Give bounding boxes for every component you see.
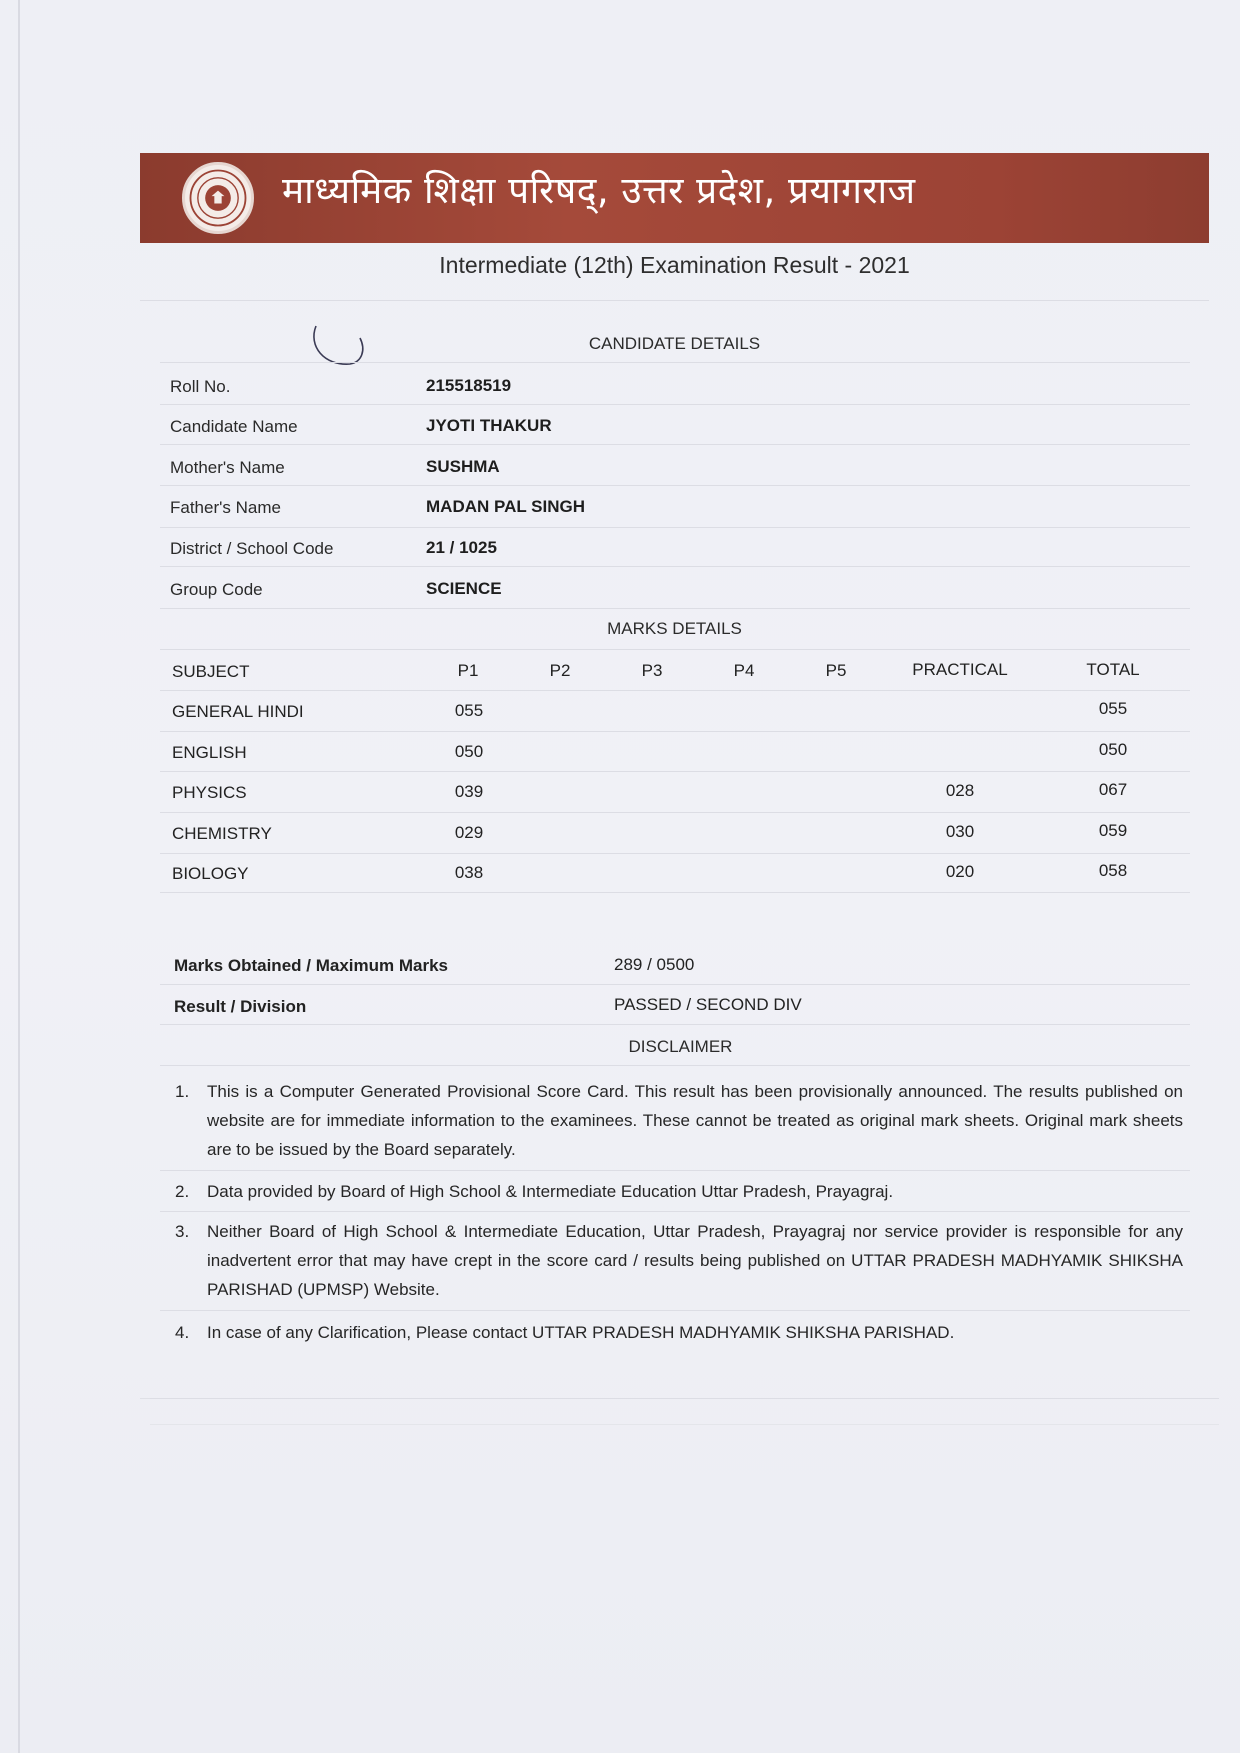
subject-cell: CHEMISTRY <box>172 824 272 843</box>
row-divider <box>160 984 1190 985</box>
p1-cell: 039 <box>454 782 484 801</box>
marks-obtained-value: 289 / 0500 <box>614 955 695 974</box>
result-division-label: Result / Division <box>174 997 307 1016</box>
row-divider <box>160 771 1190 772</box>
total-cell: 059 <box>1098 821 1128 840</box>
row-divider <box>160 1310 1190 1311</box>
total-cell: 055 <box>1098 699 1128 718</box>
practical-cell: 020 <box>945 862 975 881</box>
subject-cell: ENGLISH <box>172 743 247 762</box>
item-text: Neither Board of High School & Intermediate Education, Uttar Pradesh, Prayagraj nor service provider is responsible for any inadvertent error that may have crept in the score card / results being published on UTTAR PRADESH MADHYAMIK SHIKSHA PARISHAD (UPMSP) Website. <box>207 1222 1183 1299</box>
item-text: Data provided by Board of High School & Intermediate Education Uttar Pradesh, Prayagraj. <box>207 1182 894 1201</box>
seal-emblem-icon <box>185 165 251 231</box>
roll-no-value: 215518519 <box>426 376 512 395</box>
district-school-code-label: District / School Code <box>170 539 334 558</box>
col-header-total: TOTAL <box>1086 660 1140 679</box>
row-divider <box>160 485 1190 486</box>
row-divider <box>160 404 1190 405</box>
p1-cell: 029 <box>454 823 484 842</box>
col-header-p5: P5 <box>825 661 847 680</box>
row-divider <box>160 362 1190 363</box>
col-header-p4: P4 <box>733 661 755 680</box>
row-divider <box>160 1065 1190 1066</box>
row-divider <box>160 1211 1190 1212</box>
frame-bottom-line <box>150 1398 1219 1399</box>
disclaimer-item <box>175 1077 1183 1164</box>
marks-details-heading: MARKS DETAILS <box>607 619 742 638</box>
disclaimer-item <box>175 1177 1183 1206</box>
marks-obtained-label: Marks Obtained / Maximum Marks <box>174 956 448 975</box>
mother-name-label: Mother's Name <box>170 458 285 477</box>
group-code-label: Group Code <box>170 580 263 599</box>
row-divider <box>160 527 1190 528</box>
col-header-p2: P2 <box>549 661 571 680</box>
row-divider <box>160 608 1190 609</box>
divider <box>140 300 1209 301</box>
paper-edge <box>18 0 20 1753</box>
practical-cell: 030 <box>945 822 975 841</box>
row-divider <box>160 649 1190 650</box>
p1-cell: 038 <box>454 863 484 882</box>
p1-cell: 055 <box>454 701 484 720</box>
row-divider <box>160 566 1190 567</box>
candidate-name-label: Candidate Name <box>170 417 298 436</box>
total-cell: 058 <box>1098 861 1128 880</box>
subject-cell: BIOLOGY <box>172 864 249 883</box>
district-school-code-value: 21 / 1025 <box>426 538 497 557</box>
header-banner <box>140 153 1209 243</box>
exam-title: Intermediate (12th) Examination Result - 2021 <box>439 252 910 278</box>
row-divider <box>160 731 1190 732</box>
item-text: This is a Computer Generated Provisional Score Card. This result has been provisionally announced. The results published on website are for immediate information to the examinees. These cannot be treated as original mark sheets. Original mark sheets are to be issued by the Board separately. <box>207 1082 1183 1159</box>
result-division-value: PASSED / SECOND DIV <box>614 995 802 1014</box>
row-divider <box>160 853 1190 854</box>
father-name-label: Father's Name <box>170 498 281 517</box>
row-divider <box>160 690 1190 691</box>
row-divider <box>160 892 1190 893</box>
disclaimer-item <box>175 1318 1183 1347</box>
practical-cell: 028 <box>945 781 975 800</box>
board-seal-logo <box>182 162 254 234</box>
item-text: In case of any Clarification, Please contact UTTAR PRADESH MADHYAMIK SHIKSHA PARISHAD. <box>207 1323 955 1342</box>
col-header-practical: PRACTICAL <box>912 660 1008 679</box>
col-header-p3: P3 <box>641 661 663 680</box>
board-title: माध्यमिक शिक्षा परिषद्, उत्तर प्रदेश, प्रयागराज <box>282 169 916 212</box>
item-number: 4. <box>175 1323 190 1342</box>
subject-cell: GENERAL HINDI <box>172 702 304 721</box>
row-divider <box>160 1170 1190 1171</box>
candidate-details-heading: CANDIDATE DETAILS <box>588 334 761 353</box>
item-number: 1. <box>175 1082 190 1101</box>
father-name-value: MADAN PAL SINGH <box>426 497 585 516</box>
col-header-subject: SUBJECT <box>172 662 250 681</box>
total-cell: 050 <box>1098 740 1128 759</box>
row-divider <box>160 444 1190 445</box>
frame-bottom-line <box>150 1424 1219 1425</box>
p1-cell: 050 <box>454 742 484 761</box>
row-divider <box>160 1024 1190 1025</box>
col-header-p1: P1 <box>457 661 479 680</box>
disclaimer-heading: DISCLAIMER <box>628 1037 733 1056</box>
item-number: 3. <box>175 1222 190 1241</box>
disclaimer-item <box>175 1217 1183 1304</box>
group-code-value: SCIENCE <box>426 579 502 598</box>
candidate-name-value: JYOTI THAKUR <box>426 416 552 435</box>
subject-cell: PHYSICS <box>172 783 247 802</box>
roll-no-label: Roll No. <box>170 377 231 396</box>
item-number: 2. <box>175 1182 190 1201</box>
mother-name-value: SUSHMA <box>426 457 500 476</box>
row-divider <box>160 812 1190 813</box>
total-cell: 067 <box>1098 780 1128 799</box>
